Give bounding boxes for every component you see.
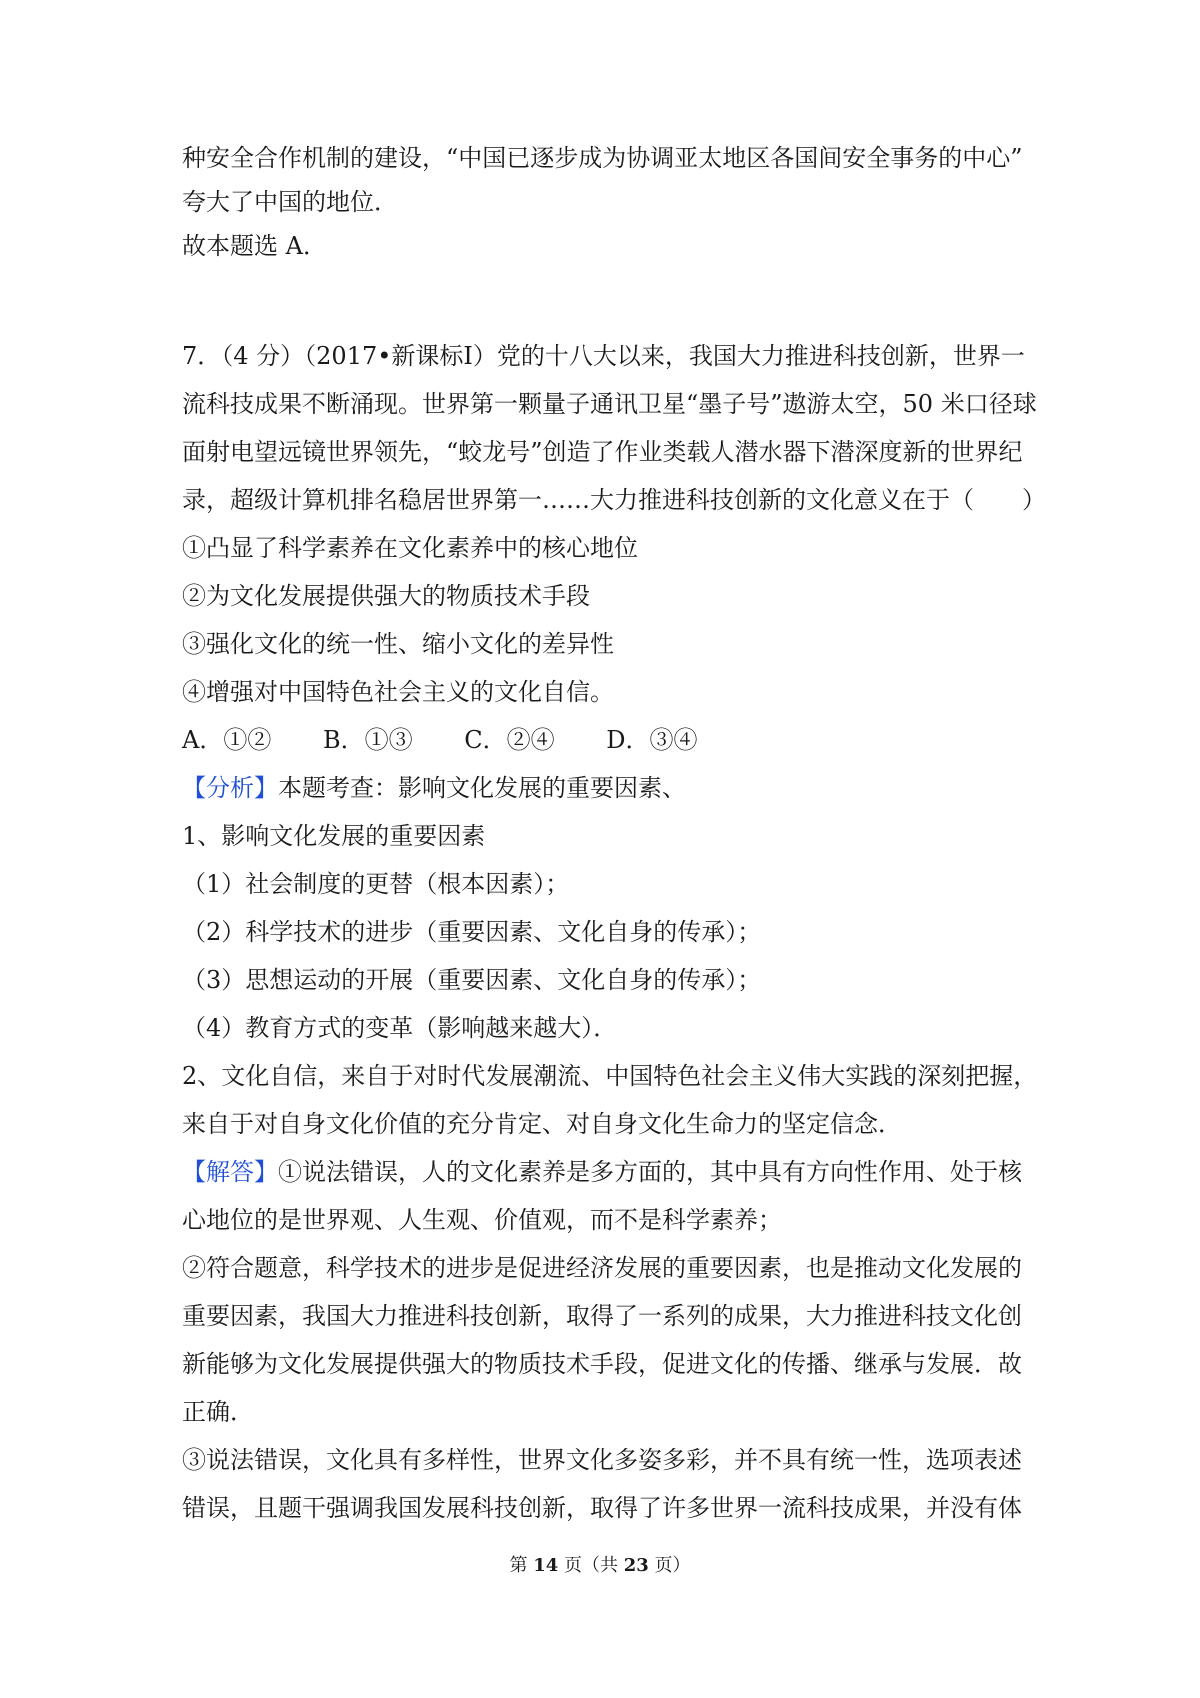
current-page-number: 14 — [533, 1555, 559, 1576]
answer-options — [182, 724, 742, 756]
question-stem-line: 录，超级计算机排名稳居世界第一……大力推进科技创新的文化意义在于（ ） — [182, 486, 1046, 514]
text-line: 心地位的是世界观、人生观、价值观，而不是科学素养； — [182, 1206, 782, 1234]
text-line: 夸大了中国的地位． — [182, 188, 398, 216]
option-d: D．③④ — [606, 726, 698, 754]
statement-item: ①凸显了科学素养在文化素养中的核心地位 — [182, 534, 638, 562]
question-stem-line: 流科技成果不断涌现。世界第一颗量子通讯卫星“墨子号”遨游太空，50 米口径球 — [182, 390, 1037, 418]
option-c: C．②④ — [464, 726, 555, 754]
option-b: B．①③ — [322, 726, 413, 754]
answer-line — [182, 1156, 1022, 1188]
answer-tag: 【解答】 — [182, 1158, 278, 1186]
text-line: 错误，且题干强调我国发展科技创新，取得了许多世界一流科技成果，并没有体 — [182, 1494, 1022, 1522]
statement-item: ④增强对中国特色社会主义的文化自信。 — [182, 678, 614, 706]
text-line: 新能够为文化发展提供强大的物质技术手段，促进文化的传播、继承与发展．故 — [182, 1350, 1022, 1378]
text-line: 来自于对自身文化价值的充分肯定、对自身文化生命力的坚定信念． — [182, 1110, 902, 1138]
question-stem-line: 面射电望远镜世界领先，“蛟龙号”创造了作业类载人潜水器下潜深度新的世界纪 — [182, 438, 1023, 466]
statement-item: ②为文化发展提供强大的物质技术手段 — [182, 582, 590, 610]
page-footer — [0, 1554, 1200, 1578]
text-line: 正确． — [182, 1398, 254, 1426]
text-line: （1）社会制度的更替（根本因素）； — [182, 870, 570, 898]
text-line: 重要因素，我国大力推进科技创新，取得了一系列的成果，大力推进科技文化创 — [182, 1302, 1022, 1330]
question-stem-line: 7．（4 分）（2017•新课标Ⅰ）党的十八大以来，我国大力推进科技创新，世界一 — [182, 342, 1025, 370]
statement-item: ③强化文化的统一性、缩小文化的差异性 — [182, 630, 614, 658]
footer-prefix: 第 — [509, 1555, 534, 1576]
analysis-text: 本题考查：影响文化发展的重要因素、 — [278, 774, 686, 802]
total-pages: 23 — [623, 1555, 649, 1576]
analysis-tag: 【分析】 — [182, 774, 278, 802]
option-a: A．①② — [182, 726, 272, 754]
answer-text: ①说法错误，人的文化素养是多方面的，其中具有方向性作用、处于核 — [278, 1158, 1022, 1186]
analysis-line — [182, 772, 686, 804]
text-line: （4）教育方式的变革（影响越来越大）． — [182, 1014, 618, 1042]
text-line: 2、文化自信，来自于对时代发展潮流、中国特色社会主义伟大实践的深刻把握， — [182, 1062, 1038, 1090]
text-line: ②符合题意，科学技术的进步是促进经济发展的重要因素，也是推动文化发展的 — [182, 1254, 1022, 1282]
text-line: （2）科学技术的进步（重要因素、文化自身的传承）； — [182, 918, 762, 946]
text-line: ③说法错误，文化具有多样性，世界文化多姿多彩，并不具有统一性，选项表述 — [182, 1446, 1022, 1474]
text-line: 1、影响文化发展的重要因素 — [182, 822, 486, 850]
text-line: （3）思想运动的开展（重要因素、文化自身的传承）； — [182, 966, 762, 994]
text-line: 种安全合作机制的建设，“中国已逐步成为协调亚太地区各国间安全事务的中心” — [182, 144, 1023, 172]
footer-suffix: 页） — [648, 1555, 691, 1576]
footer-middle: 页（共 — [558, 1555, 624, 1576]
text-line: 故本题选 A． — [182, 232, 327, 260]
